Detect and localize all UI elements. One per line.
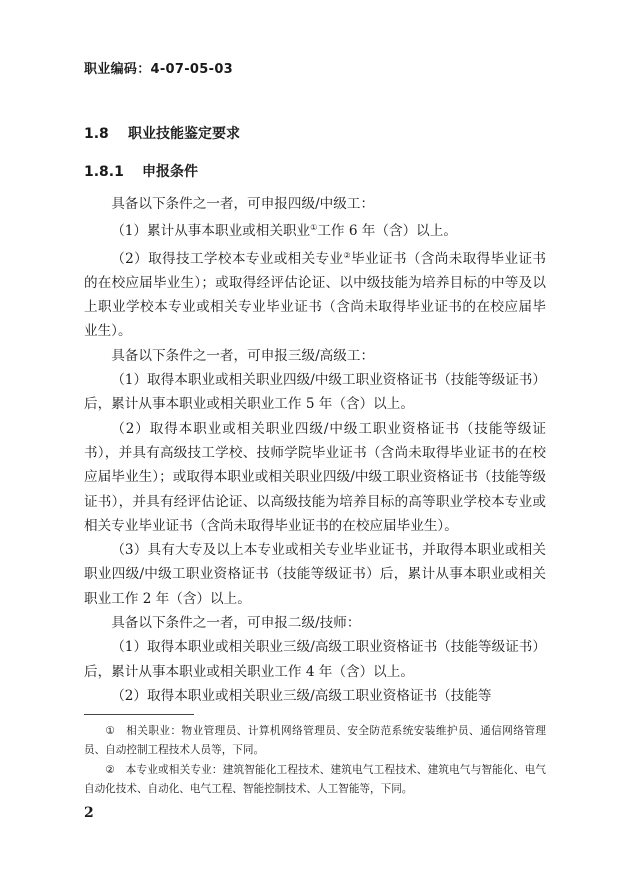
footnote-divider	[84, 714, 194, 715]
paragraph: （2）取得本职业或相关职业三级/高级工职业资格证书（技能等	[111, 687, 492, 704]
paragraph: 具备以下条件之一者，可申报三级/高级工：	[111, 347, 375, 364]
footnote: ② 本专业或相关专业：建筑智能化工程技术、建筑电气工程技术、建筑电气与智能化、电气自动化技术、自动化、电气工程、智能控制技术、人工智能等，下同。	[84, 764, 546, 795]
footnote-marker: ②	[343, 250, 352, 260]
paragraph-text: 毕业证书（含尚未取得毕业证书的在校应届毕业生）；或取得经评估论证、以中级技能为培养目标的中等及以上职业学校本专业或相关专业毕业证书（含尚未取得毕业证书的在校应届毕业生）。	[84, 250, 547, 340]
section-title: 职业技能鉴定要求	[128, 126, 240, 142]
paragraph: 具备以下条件之一者，可申报二级/技师：	[111, 615, 361, 632]
body-text	[84, 192, 546, 708]
footnotes	[84, 722, 546, 800]
subsection-number: 1.8.1	[84, 164, 124, 180]
section-heading	[84, 123, 240, 143]
subsection-title: 申报条件	[142, 164, 198, 180]
paragraph: 具备以下条件之一者，可申报四级/中级工：	[111, 196, 375, 212]
subsection-heading	[84, 161, 198, 181]
section-number: 1.8	[84, 126, 109, 142]
paragraph: （2）取得本职业或相关职业四级/中级工职业资格证书（技能等级证书），并具有高级技工学校、技师学院毕业证书（含尚未取得毕业证书的在校应届毕业生）；或取得本职业或相关职业四级/中级工职业资格证书（技能等级证书），并具有经评估论证、以高级技能为培养目标的高等职业学校本专业或相关专业毕业证书（含尚未取得毕业证书的在校应届毕业生）。	[84, 420, 546, 534]
paragraph-text: （2）取得技工学校本专业或相关专业	[111, 250, 344, 267]
footnote-marker: ①	[310, 223, 318, 233]
paragraph-text: （1）累计从事本职业或相关职业	[111, 223, 311, 240]
page-number: 2	[84, 805, 94, 821]
paragraph: （3）具有大专及以上本专业或相关专业毕业证书，并取得本职业或相关职业四级/中级工职业资格证书（技能等级证书）后，累计从事本职业或相关职业工作 2 年（含）以上。	[84, 542, 546, 607]
footnote: ① 相关职业：物业管理员、计算机网络管理员、安全防范系统安装维护员、通信网络管理员、自动控制工程技术人员等，下同。	[84, 725, 546, 756]
paragraph	[84, 216, 546, 243]
paragraph: （1）取得本职业或相关职业三级/高级工职业资格证书（技能等级证书）后，累计从事本职业或相关职业工作 4 年（含）以上。	[84, 639, 546, 680]
paragraph-text: 工作 6 年（含）以上。	[317, 223, 457, 240]
paragraph: （1）取得本职业或相关职业四级/中级工职业资格证书（技能等级证书）后，累计从事本职业或相关职业工作 5 年（含）以上。	[84, 372, 546, 413]
occupation-code: 职业编码：4-07-05-03	[84, 62, 234, 77]
paragraph	[84, 244, 546, 344]
